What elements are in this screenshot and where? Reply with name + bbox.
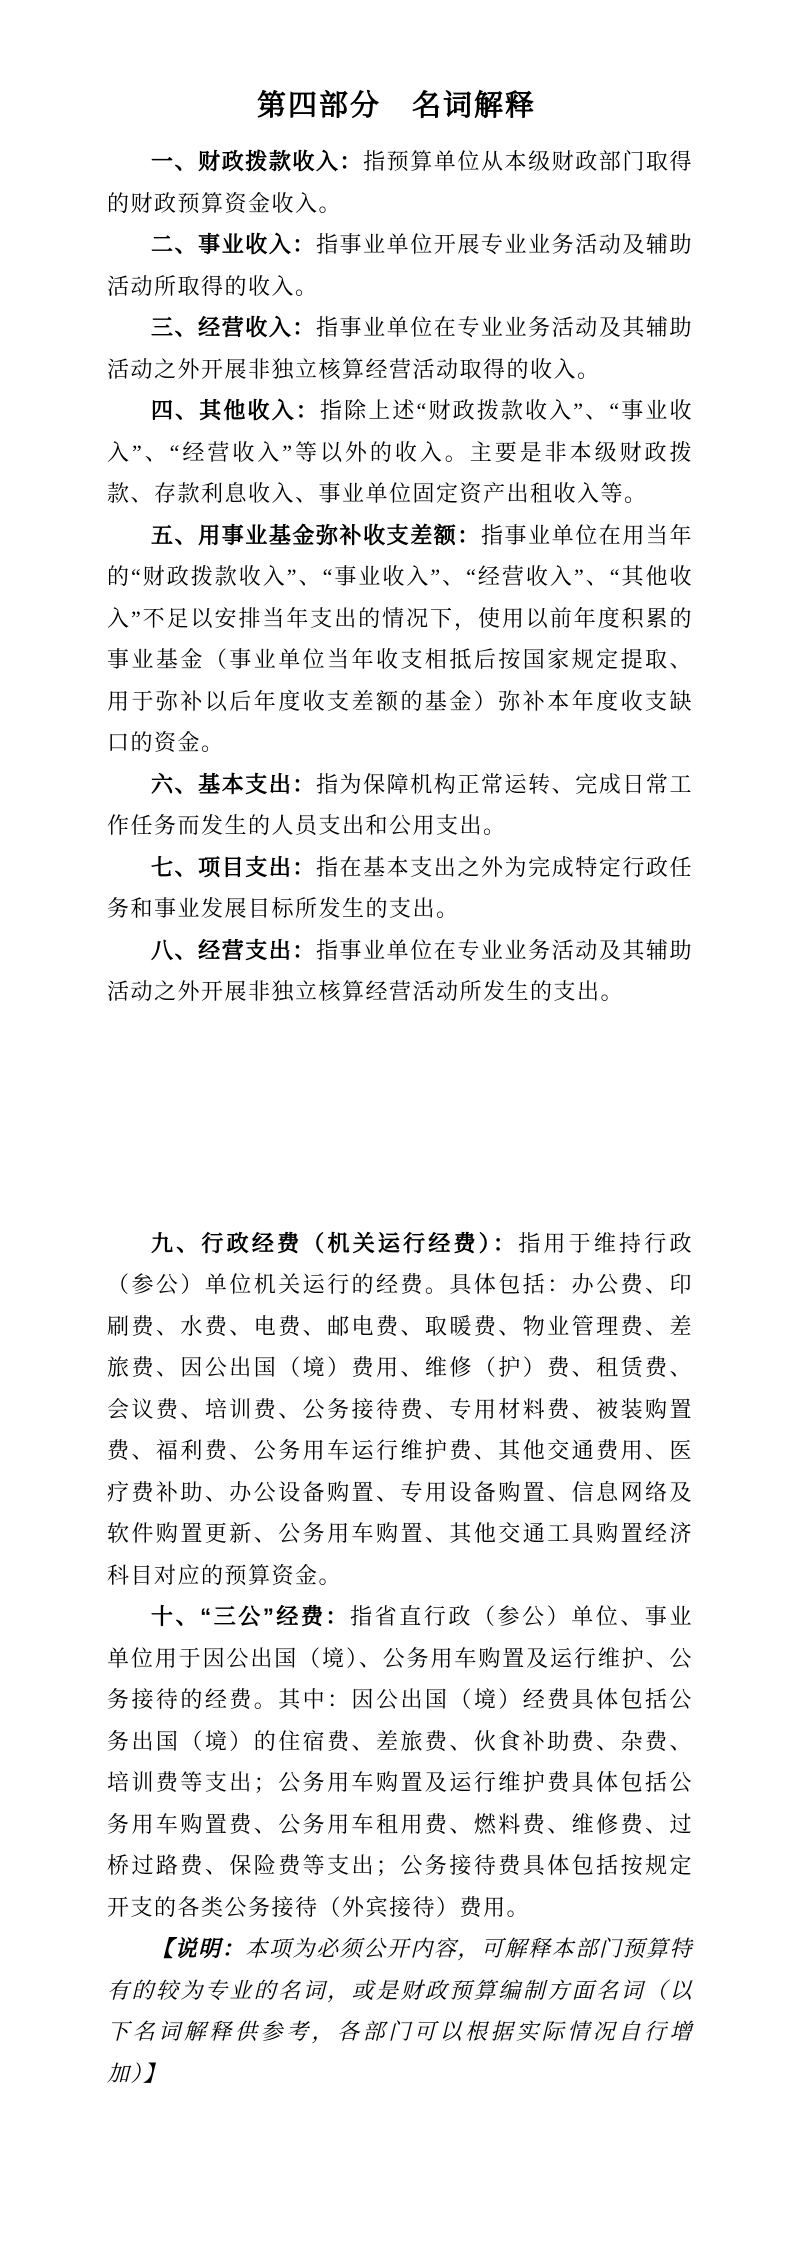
- page-title: 第四部分 名词解释: [256, 90, 536, 122]
- page-break-gap: [0, 1013, 793, 1223]
- definition-term-2: 二、事业收入：: [151, 232, 316, 257]
- definition-item-1: [107, 141, 693, 224]
- definition-term-9: 九、行政经费（机关运行经费）：: [151, 1230, 519, 1256]
- definition-item-5: [107, 515, 693, 764]
- definition-term-6: 六、基本支出：: [151, 771, 316, 797]
- definition-term-4: 四、其他收入：: [151, 398, 320, 423]
- definition-term-8: 八、经营支出：: [151, 937, 316, 963]
- definition-item-8: [107, 930, 693, 1013]
- definition-item-9: [107, 1223, 693, 1597]
- definition-item-4: [107, 390, 693, 515]
- definition-body-6: 指为保障机构正常运转、完成日常工作任务而发生的人员支出和公用支出。: [107, 771, 693, 838]
- definition-term-3: 三、经营收入：: [151, 315, 316, 340]
- definition-item-7: [107, 847, 693, 930]
- definition-item-10: [107, 1596, 693, 1928]
- definition-term-1: 一、财政拨款收入：: [151, 149, 364, 174]
- definition-body-8: 指事业单位在专业业务活动及其辅助活动之外开展非独立核算经营活动所发生的支出。: [107, 937, 693, 1004]
- definition-body-10: 指省直行政（参公）单位、事业单位用于因公出国（境）、公务用车购置及运行维护、公务接待的经费。其中：因公出国（境）经费具体包括公务出国（境）的住宿费、差旅费、伙食补助费、杂费、培训费等支出；公务用车购置及运行维护费具体包括公务用车购置费、公务用车租用费、燃料费、维修费、过桥过路费、保险费等支出；公务接待费具体包括按规定开支的各类公务接待（外宾接待）费用。: [107, 1604, 693, 1920]
- definition-body-2: 指事业单位开展专业业务活动及辅助活动所取得的收入。: [107, 232, 693, 299]
- definition-item-2: [107, 224, 693, 307]
- definition-item-6: [107, 764, 693, 847]
- definition-term-7: 七、项目支出：: [151, 854, 316, 880]
- definition-term-10: 十、“三公”经费：: [151, 1604, 351, 1629]
- definition-item-3: [107, 307, 693, 390]
- note-paragraph: [107, 1928, 693, 2094]
- note-body: 本项为必须公开内容，可解释本部门预算特有的较为专业的名词，或是财政预算编制方面名词（以下名词解释供参考，各部门可以根据实际情况自行增加）】: [107, 1936, 693, 2086]
- definitions-section-1: [0, 141, 793, 1013]
- definition-body-5: 指事业单位在用当年的“财政拨款收入”、“事业收入”、“经营收入”、“其他收入”不足以安排当年支出的情况下，使用以前年度积累的事业基金（事业单位当年收支相抵后按国家规定提取、用于弥补以后年度收支差额的基金）弥补本年度收支缺口的资金。: [107, 522, 693, 755]
- definition-body-3: 指事业单位在专业业务活动及其辅助活动之外开展非独立核算经营活动取得的收入。: [107, 315, 693, 382]
- note-lead: 【说明：: [151, 1936, 246, 1961]
- definitions-section-2: [0, 1223, 793, 2095]
- definition-body-4: 指除上述“财政拨款收入”、“事业收入”、“经营收入”等以外的收入。主要是非本级财政拨款、存款利息收入、事业单位固定资产出租收入等。: [107, 398, 693, 506]
- definition-body-1: 指预算单位从本级财政部门取得的财政预算资金收入。: [107, 149, 693, 216]
- definition-body-9: 指用于维持行政（参公）单位机关运行的经费。具体包括：办公费、印刷费、水费、电费、邮电费、取暖费、物业管理费、差旅费、因公出国（境）费用、维修（护）费、租赁费、会议费、培训费、公务接待费、专用材料费、被装购置费、福利费、公务用车运行维护费、其他交通费用、医疗费补助、办公设备购置、专用设备购置、信息网络及软件购置更新、公务用车购置、其他交通工具购置经济科目对应的预算资金。: [107, 1230, 693, 1588]
- definition-body-7: 指在基本支出之外为完成特定行政任务和事业发展目标所发生的支出。: [107, 854, 693, 921]
- definition-term-5: 五、用事业基金弥补收支差额：: [151, 522, 481, 548]
